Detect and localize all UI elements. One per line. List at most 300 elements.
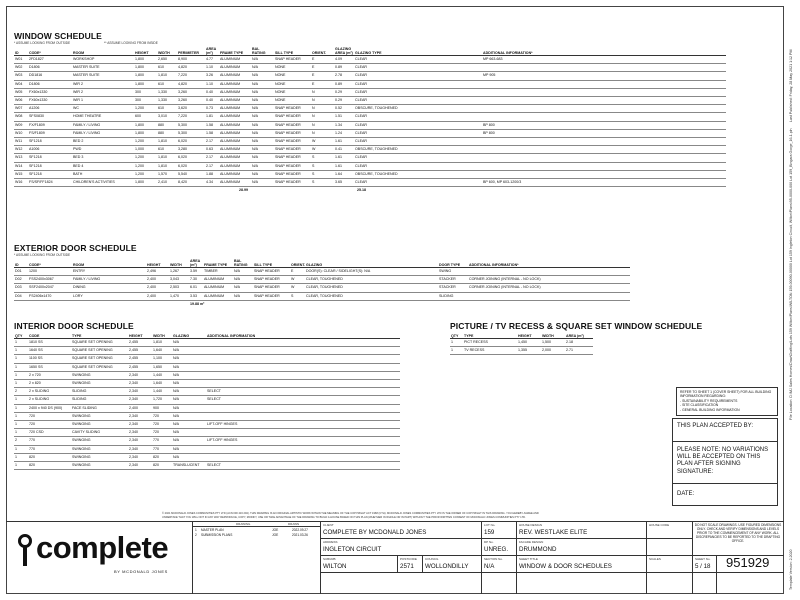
table-cell: CORNER JOINING (INTERNAL - NO LOCK) [468,276,630,284]
table-cell: 2,455 [128,347,152,355]
house-code-label: HOUSE CODE [649,523,670,527]
table-cell: DINING [72,284,146,292]
table-cell: 6,020 [177,154,205,162]
table-cell: CAVITY SLIDING [71,429,128,437]
council-value: WOLLONDILLY [425,563,469,570]
table-cell: 6.01 [189,284,203,292]
table-row [14,445,400,453]
template-version-text: Template Version: 2.2020 [789,549,793,590]
table-row [14,339,400,347]
table-cell: 2,340 [128,371,152,379]
table-cell: CLEAR [354,88,482,96]
table-cell: MASTER SUITE [72,72,134,80]
table-cell: 7,220 [177,72,205,80]
table-cell: 2,455 [128,339,152,347]
table-row [14,64,726,72]
window-total-area: 28.99 [239,188,248,193]
exterior-door-title: EXTERIOR DOOR SCHEDULE [14,243,137,253]
table-cell: 2FD1827 [28,56,72,64]
table-row [14,429,400,437]
table-cell: 1 [450,339,463,347]
table-cell: 2 x SLIDING [28,396,71,404]
table-cell: ALUMINIUM [219,105,251,113]
column-header: GLAZING [173,334,190,338]
table-cell: 1 [14,355,28,363]
column-header: AREA (m²) [190,259,201,267]
table-cell: SNAP HEADER [274,129,311,137]
table-cell: CLEAR, TOUGHENED [305,292,438,300]
table-cell: 2,000 [541,347,565,355]
table-cell: N [311,88,334,96]
table-cell: S [290,292,305,300]
table-row [14,268,630,276]
table-cell: N/A [172,363,206,371]
table-cell: 610 [157,105,177,113]
table-cell: 1,200 [134,162,157,170]
interior-door-schedule [14,321,414,470]
table-cell: 610 [157,64,177,72]
table-cell: E [311,56,334,64]
scales-label: SCALES [649,557,661,561]
table-cell: 2 [14,437,28,445]
table-row [14,162,726,170]
table-cell: 2,410 [157,179,177,187]
table-cell: 0.29 [334,97,354,105]
table-cell [482,113,726,121]
table-cell: WC [72,105,134,113]
table-cell: ENTRY [72,268,146,276]
table-cell: SFS0830 [28,113,72,121]
suburb-value: WILTON [323,563,347,570]
table-cell: W08 [14,113,28,121]
table-cell: 2,455 [128,363,152,371]
column-header: ADDITIONAL INFORMATION* [469,263,519,267]
reference-line: - GENERAL BUILDING INFORMATION [680,407,740,412]
copyright-line-2: UNDERTAKE THAT YOU WILL NOT IN ANY WAY REPRODUCE, COPY, MODIFY, USE OR TAKE ADVANTAGE OF THE DRAWING TO BUILD A HOUSE BASED ON THIS PLAN (WHETHER IN WHOLE OR IN PART) WITHOUT THE PRIOR WRITTEN CONSENT OF MCDONALD JONES COMMUNITIES PTY LTD. [162,516,526,519]
revision-cell: 2 [195,533,197,537]
table-cell: WORKSHOP [72,56,134,64]
exterior-door-table [14,259,630,301]
column-header: QTY [451,334,459,338]
table-cell: ALUMINIUM [219,179,251,187]
table-cell: FAMILY / LIVING [72,276,146,284]
table-cell: 2,340 [128,380,152,388]
table-cell: 0.41 [334,146,354,154]
address-label: ADDRESS [323,540,338,544]
table-cell: SELECT [206,462,400,470]
table-cell: E [311,72,334,80]
table-cell: DOOR(S): CLEAR / SIDELIGHT(S): N/A [305,268,438,276]
table-cell: 0.52 [334,105,354,113]
table-cell: 1 [14,429,28,437]
table-cell: FS/F1809 [28,129,72,137]
table-row [450,347,593,355]
table-cell: 2.17 [205,162,219,170]
table-cell: 1,200 [134,170,157,178]
column-header: AREA (m²) [566,334,584,338]
table-cell: 1,440 [152,388,172,396]
table-cell: 2.17 [205,154,219,162]
table-cell: W [311,138,334,146]
logo-subtitle: BY MCDONALD JONES [114,569,168,574]
revision-cell: 2021.03.26 [292,533,308,537]
table-cell: 2,400 [146,276,169,284]
table-cell: 1,000 [134,146,157,154]
table-row [14,179,726,187]
table-cell: 720 [28,412,71,420]
table-cell: 1 [14,421,28,429]
lot-value: 159 [484,529,495,536]
table-cell: 1.24 [334,129,354,137]
table-cell: D1806 [28,80,72,88]
table-cell: W [311,146,334,154]
exterior-door-schedule [14,243,774,307]
table-cell: 4.34 [205,179,219,187]
table-row [14,146,726,154]
table-cell: 1,800 [134,80,157,88]
window-schedule-title: WINDOW SCHEDULE [14,31,102,41]
table-cell: CLEAR [354,64,482,72]
table-cell: ALUMINIUM [219,154,251,162]
column-header: WIDTH [153,334,165,338]
table-cell: 6,020 [177,138,205,146]
table-cell: TIMBER [203,268,233,276]
section-label: SECTION No. [484,557,503,561]
table-cell: 2,650 [157,56,177,64]
table-cell: N/A [172,396,206,404]
table-cell: N/A [172,347,206,355]
table-cell: W16 [14,179,28,187]
table-cell: CORNER JOINING (INTERNAL - NO LOCK) [468,284,630,292]
facade-value: DRUMMOND [519,546,557,553]
table-cell: SWINGING [71,412,128,420]
facade-label: FACADE DESIGN [519,540,544,544]
table-cell: N/A [172,412,206,420]
table-cell [482,64,726,72]
table-cell: E [311,80,334,88]
table-row [14,347,400,355]
table-cell: N/A [172,380,206,388]
table-cell: SQUARE SET OPENING [71,339,128,347]
table-cell: 610 [157,80,177,88]
column-header: SILL TYPE [275,51,294,55]
table-cell: SF1218 [28,138,72,146]
table-cell: D03 [14,284,28,292]
postcode-value: 2571 [400,563,414,570]
column-header: HEIGHT [147,263,161,267]
table-cell: S [311,154,334,162]
table-cell: SNAP HEADER [274,113,311,121]
table-row [14,113,726,121]
table-cell: 0.40 [205,88,219,96]
table-cell: 1650 SS [28,363,71,371]
table-cell: CLEAR [354,80,482,88]
table-cell: 1,800 [134,121,157,129]
table-cell: CLEAR [354,56,482,64]
column-header: HEIGHT [129,334,143,338]
table-cell: 1.61 [334,138,354,146]
table-cell: 1,440 [152,371,172,379]
table-cell: 3,620 [177,105,205,113]
table-cell: 1.51 [334,113,354,121]
table-row [14,121,726,129]
table-cell: 0.63 [205,146,219,154]
column-header: BAL RATING [234,259,248,267]
table-row [14,170,726,178]
sheet-title-value: WINDOW & DOOR SCHEDULES [519,563,612,570]
table-cell: 2,340 [128,445,152,453]
table-cell: 1,570 [157,170,177,178]
table-cell: 1.34 [334,121,354,129]
table-cell: W14 [14,162,28,170]
table-cell: 0.89 [334,80,354,88]
table-cell: 2,400 [146,284,169,292]
table-cell: 770 [152,445,172,453]
table-cell [482,105,726,113]
disclaimer-text: DO NOT SCALE DRAWINGS. USE FIGURED DIMENSIONS ONLY. CHECK AND VERIFY DIMENSIONS AND LEVELS PRIOR TO THE COMMENCEMENT OF ANY WORK. ALL DISCREPANCIES TO BE REPORTED TO THE DRAFTING OFFICE. [694,523,782,543]
table-cell: CLEAR [354,162,482,170]
table-cell: 0.89 [334,64,354,72]
table-cell: N/A [172,445,206,453]
table-row [14,129,726,137]
table-row [14,388,400,396]
table-cell: N/A [251,113,274,121]
table-cell: ALUMINIUM [219,129,251,137]
table-cell: N/A [172,421,206,429]
table-row [14,72,726,80]
table-cell: SQUARE SET OPENING [71,347,128,355]
table-cell: 610 [157,146,177,154]
table-cell: N [311,121,334,129]
table-cell: BATH [72,170,134,178]
table-cell: 4.09 [334,56,354,64]
table-cell: CLEAR [354,97,482,105]
table-cell: ALUMINIUM [219,146,251,154]
table-cell: 770 [152,437,172,445]
table-cell: 2.71 [565,347,593,355]
table-row [14,437,400,445]
column-header: SILL TYPE [254,263,273,267]
table-cell: 770 [28,437,71,445]
table-cell: W15 [14,170,28,178]
table-cell: 2,340 [128,429,152,437]
table-cell: 2,340 [128,412,152,420]
table-cell: 2 x 720 [28,371,71,379]
window-schedule [14,31,774,193]
table-cell: N/A [233,276,253,284]
table-cell: 0.29 [334,88,354,96]
table-cell: 1,500 [541,339,565,347]
copyright-line-1: © 2021 MCDONALD JONES COMMUNITIES PTY LTD (ACN 000 416 294). THIS DRAWING IS AN ORIGINAL ARTISTIC WORK WITHIN THE MEANING OF THE COPYRIGHT ACT 1968 (CTH). MCDONALD JONES COMMUNITIES PTY LTD IS THE OWNER OF COPYRIGHT IN THIS DRAWING. YOU HEREBY AGREE AND [162,512,539,515]
table-cell: 0.40 [205,97,219,105]
table-cell: 1,450 [517,339,541,347]
picture-recess-table [450,334,593,355]
table-cell: 1,810 [157,72,177,80]
table-cell: N [311,129,334,137]
table-cell: TRANSLUCENT [172,462,206,470]
table-row [14,371,400,379]
table-cell [206,363,400,371]
table-cell: FS/SF/FF1824 [28,179,72,187]
table-cell: 3,280 [177,146,205,154]
table-cell: 1 [14,371,28,379]
table-cell: 1,720 [152,396,172,404]
table-cell: STACKER [438,276,468,284]
table-cell: N [311,113,334,121]
table-cell [468,268,630,276]
table-cell: 1100 SS [28,355,71,363]
file-location-text: File Location: D:\MJ Sales Homes\Draw\Drafting\Lots 159 Wilton\Plans\WILTON 159-00090-00000 Lot 159 Ingleton Circuit, Wilton\Plans\95-0000-000 Lot 159_Bingara Gorge_16-1.pln [789,128,793,420]
column-header: QTY [15,334,23,338]
table-cell: W04 [14,80,28,88]
table-cell: 5,300 [177,121,205,129]
sheet-no-label: SHEET No. [695,557,711,561]
table-cell: SWINGING [71,445,128,453]
table-cell: SNAP HEADER [274,162,311,170]
table-cell: SWINGING [71,453,128,461]
table-cell: DD1816 [28,72,72,80]
table-cell: TV RECESS [463,347,517,355]
table-cell [206,429,400,437]
table-cell: 3.53 [189,292,203,300]
table-cell: D04 [14,292,28,300]
table-cell: N/A [172,388,206,396]
table-cell: N/A [251,138,274,146]
table-cell: 1,330 [157,88,177,96]
table-cell: N/A [251,129,274,137]
table-cell: OBSCURE, TOUGHENED [354,170,482,178]
table-cell: FAMILY / LIVING [72,121,134,129]
house-design-value: REV. WESTLAKE ELITE [519,529,588,536]
table-cell: NONE [274,80,311,88]
table-cell: MASTER SUITE [72,64,134,72]
logo-mark-icon [14,534,36,568]
table-cell: ALUMINIUM [219,80,251,88]
table-cell: SSF2400x2047 [28,284,72,292]
table-cell: 900 [152,404,172,412]
revision-header-drawn: DRAWN [288,522,300,526]
margin-rule [783,6,784,594]
table-cell: BED 2 [72,138,134,146]
table-cell: NONE [274,72,311,80]
table-cell: W09 [14,121,28,129]
column-header: DOOR TYPE [439,263,461,267]
table-cell: 1.58 [205,121,219,129]
table-cell: LIFT-OFF HINGES [206,437,400,445]
table-cell: N/A [172,371,206,379]
acceptance-box [672,418,778,506]
table-cell: CLEAR [354,72,482,80]
table-cell: ALUMINIUM [203,284,233,292]
table-cell: 2,400 [128,404,152,412]
table-cell: FS2406x1470 [28,292,72,300]
table-cell: CHILDREN'S ACTIVITIES [72,179,134,187]
column-header: CODE* [29,51,41,55]
window-total-glazing: 25.18 [357,188,366,193]
table-cell: 3.26 [205,72,219,80]
column-header: WIDTH [542,334,554,338]
table-cell: ALUMINIUM [219,97,251,105]
table-row [14,56,726,64]
table-cell: W05 [14,88,28,96]
dp-label: DP No. [484,540,494,544]
column-header: FRAME TYPE [220,51,244,55]
table-cell: 3,043 [169,276,189,284]
table-cell: N/A [251,105,274,113]
table-cell: ALUMINIUM [219,64,251,72]
table-cell: 1,810 [152,339,172,347]
table-cell: MP 905 [482,72,726,80]
table-cell: SF1218 [28,170,72,178]
table-row [14,404,400,412]
table-row [14,412,400,420]
table-cell: 5,540 [177,170,205,178]
column-header: ID [15,51,19,55]
table-cell: 1.58 [205,129,219,137]
table-cell: 1 [14,404,28,412]
table-cell [206,445,400,453]
exterior-total-area: 19.88 m² [190,301,205,306]
table-cell: 3,260 [177,88,205,96]
table-cell: 8,420 [177,179,205,187]
table-cell: BED 4 [72,162,134,170]
table-cell: 1.61 [334,162,354,170]
column-header: CODE* [29,263,41,267]
table-cell: D02 [14,276,28,284]
table-row [14,105,726,113]
table-cell: W01 [14,56,28,64]
table-cell: 2,340 [128,453,152,461]
table-cell: CLEAR [354,121,482,129]
table-cell: 1,100 [152,355,172,363]
table-row [14,421,400,429]
table-cell: NONE [274,64,311,72]
column-header: WIDTH [170,263,182,267]
column-header: TYPE [464,334,474,338]
table-cell: 1 [14,396,28,404]
table-cell: SWINGING [71,462,128,470]
table-cell: SWING [438,268,468,276]
window-note-inside: ** ASSUME LOOKING FROM INSIDE [104,41,158,45]
table-cell: N/A [172,404,206,412]
table-cell: N/A [251,170,274,178]
table-cell: N/A [251,179,274,187]
table-cell: 3.65 [334,179,354,187]
address-value: INGLETON CIRCUIT [323,546,382,553]
table-cell: FAMILY / LIVING [72,129,134,137]
table-cell: NONE [274,97,311,105]
client-label: CLIENT [323,523,334,527]
house-design-label: HOUSE DESIGN [519,523,543,527]
table-cell: FX/F1809 [28,121,72,129]
table-cell: WIR 1 [72,97,134,105]
table-cell [206,371,400,379]
table-cell: FX60x1330 [28,97,72,105]
table-cell: 2 x SLIDING [28,388,71,396]
table-cell: OBSCURE, TOUGHENED [354,105,482,113]
table-row [14,138,726,146]
table-cell [206,339,400,347]
table-cell: S [311,170,334,178]
table-cell: W07 [14,105,28,113]
reference-line: - SUSTAINABILITY REQUIREMENTS [680,398,738,403]
column-header: GLAZING TYPE [355,51,382,55]
table-cell: CLEAR [354,129,482,137]
table-cell: OBSCURE, TOUGHENED [354,146,482,154]
table-cell [468,292,630,300]
table-cell: D1806 [28,64,72,72]
column-header: WIDTH [158,51,170,55]
